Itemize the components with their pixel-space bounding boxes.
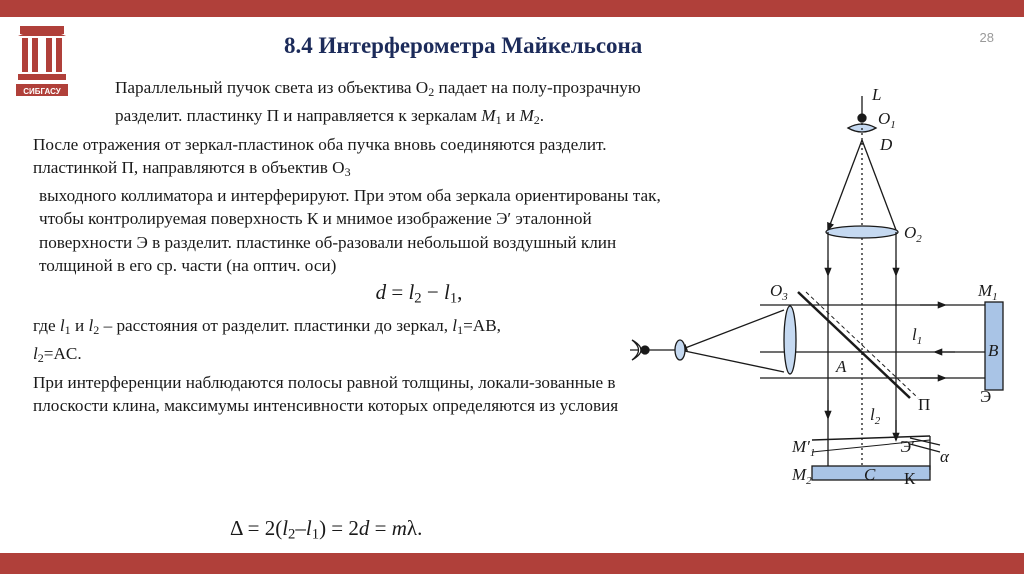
top-bar (0, 0, 1024, 17)
label-M1: $M_1$ (978, 281, 998, 303)
slide-title: 8.4 Интерферометра Майкельсона (284, 33, 643, 58)
body-text (33, 76, 665, 417)
label-L: L (872, 85, 882, 104)
paragraph-1: Параллельный пучок света из объектива $O_2$ падает на полу-прозрачную разделит. пластинку П и направляется к зеркалам $M_1$ и $M_2$. (115, 78, 641, 128)
label-O2: $O_2$ (904, 223, 922, 245)
label-M2: $M_2$ (792, 465, 812, 487)
label-D: D (880, 135, 893, 154)
label-E: Э (980, 387, 992, 406)
label-A: A (836, 357, 847, 376)
label-C: C (864, 465, 876, 484)
label-l1: $l_1$ (912, 325, 923, 347)
formula-interference-condition: $\Delta = 2(l_2-l_1) = 2d = m\lambda$. (230, 516, 423, 543)
label-M1-prime: $M'_1$ (792, 437, 816, 459)
label-P: П (918, 395, 931, 414)
label-O3: $O_3$ (770, 281, 788, 303)
label-alpha: α (940, 447, 949, 466)
paragraph-4: где $l_1$ и $l_2$ – расстояния от разделит. пластинки до зеркал, $l_1=AB$, $l_2=AC$. (33, 316, 501, 366)
label-O1: $O_1$ (878, 109, 896, 131)
label-K: К (904, 469, 916, 488)
formula-thickness: $d = l_2 - l_1$, (375, 280, 463, 308)
bottom-bar (0, 553, 1024, 574)
paragraph-5: При интерференции наблюдаются полосы равной толщины, локали-зованные в плоскости клина, максимумы интенсивности которых определяются из условия (33, 372, 619, 415)
michelson-interferometer-diagram (622, 82, 1012, 502)
label-E-prime: Э′ (900, 437, 915, 456)
paragraph-2: После отражения от зеркал-пластинок оба пучка вновь соединяются разделит. пластинкой П, направляются в объектив $O_3$ (33, 134, 607, 179)
page-number: 28 (979, 30, 994, 45)
paragraph-3: выходного коллиматора и интерферируют. При этом оба зеркала ориентированы так, чтобы контролируемая поверхность К и мнимое изображение Э′ эталонной поверхности Э в разделит. пластинке об-разовали небольшой воздушный клин толщиной в его ср. части (на оптич. оси) (39, 186, 661, 276)
label-B: B (988, 341, 999, 360)
label-l2: $l_2$ (870, 405, 881, 427)
svg-text:СИБГАСУ: СИБГАСУ (23, 87, 61, 96)
